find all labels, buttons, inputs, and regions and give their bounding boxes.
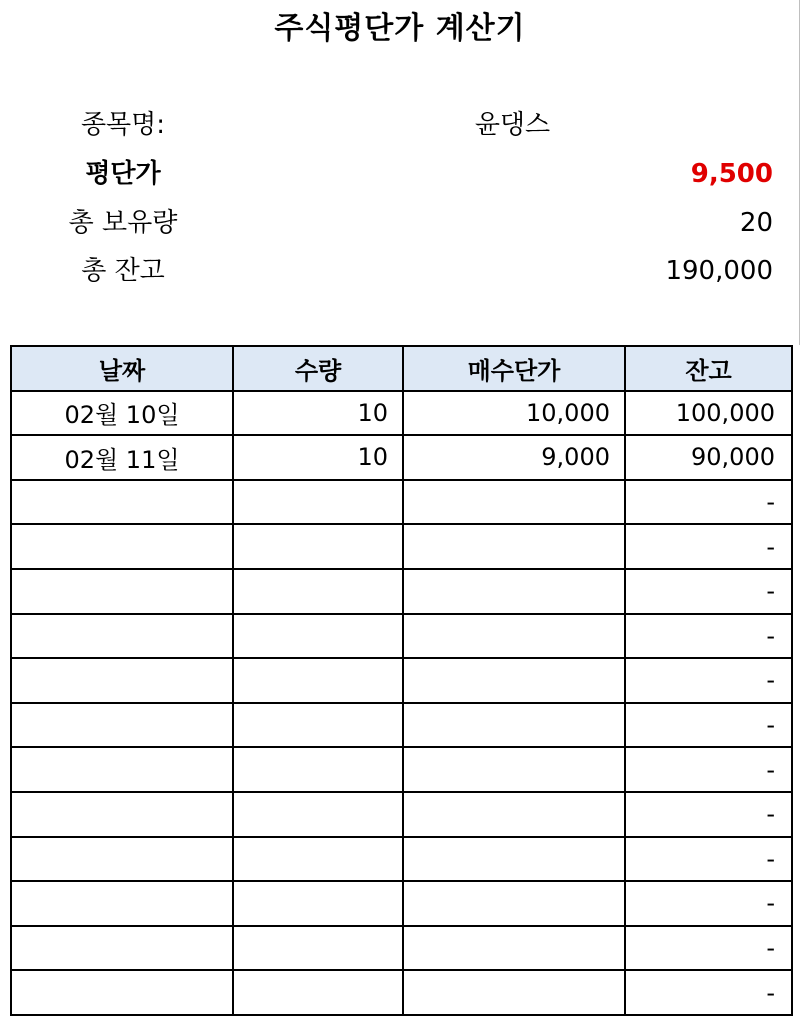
quantity-cell[interactable] (233, 926, 403, 971)
table-row (11, 524, 792, 569)
total-quantity-value: 20 (739, 208, 773, 238)
table-header-row (11, 346, 792, 391)
table-body (11, 391, 792, 1015)
balance-cell[interactable]: 90,000 (625, 435, 792, 480)
date-cell[interactable] (11, 970, 233, 1015)
column-header-balance: 잔고 (625, 346, 792, 391)
total-balance-value: 190,000 (665, 256, 773, 286)
table-row (11, 703, 792, 748)
average-price-label: 평단가 (85, 159, 161, 189)
date-cell[interactable] (11, 792, 233, 837)
quantity-cell[interactable] (233, 747, 403, 792)
quantity-cell[interactable] (233, 480, 403, 525)
price-cell[interactable] (403, 614, 625, 659)
price-cell[interactable] (403, 703, 625, 748)
date-cell[interactable] (11, 747, 233, 792)
date-cell[interactable] (11, 480, 233, 525)
date-cell[interactable] (11, 703, 233, 748)
quantity-cell[interactable] (233, 792, 403, 837)
balance-cell[interactable]: - (625, 747, 792, 792)
balance-cell[interactable]: - (625, 881, 792, 926)
quantity-cell[interactable] (233, 614, 403, 659)
quantity-cell[interactable] (233, 881, 403, 926)
table-row (11, 837, 792, 882)
date-cell[interactable] (11, 926, 233, 971)
price-cell[interactable] (403, 569, 625, 614)
column-header-price: 매수단가 (403, 346, 625, 391)
price-cell[interactable]: 10,000 (403, 391, 625, 436)
column-header-quantity: 수량 (233, 346, 403, 391)
table-row (11, 747, 792, 792)
date-cell[interactable] (11, 881, 233, 926)
date-cell[interactable] (11, 524, 233, 569)
table-row (11, 614, 792, 659)
date-cell[interactable] (11, 614, 233, 659)
price-cell[interactable] (403, 747, 625, 792)
table-row (11, 926, 792, 971)
balance-cell[interactable]: 100,000 (625, 391, 792, 436)
price-cell[interactable] (403, 970, 625, 1015)
quantity-cell[interactable]: 10 (233, 435, 403, 480)
price-cell[interactable] (403, 524, 625, 569)
quantity-cell[interactable] (233, 524, 403, 569)
date-cell[interactable] (11, 569, 233, 614)
stock-name-label: 종목명: (80, 110, 166, 140)
balance-cell[interactable]: - (625, 524, 792, 569)
balance-cell[interactable]: - (625, 970, 792, 1015)
purchase-table (10, 345, 793, 1016)
table-row (11, 391, 792, 436)
price-cell[interactable]: 9,000 (403, 435, 625, 480)
page-title: 주식평단가 계산기 (274, 11, 526, 46)
balance-cell[interactable]: - (625, 569, 792, 614)
table-row (11, 435, 792, 480)
quantity-cell[interactable] (233, 970, 403, 1015)
average-price-value: 9,500 (690, 159, 773, 189)
date-cell[interactable]: 02월 10일 (11, 391, 233, 436)
price-cell[interactable] (403, 837, 625, 882)
price-cell[interactable] (403, 881, 625, 926)
column-header-date: 날짜 (11, 346, 233, 391)
price-cell[interactable] (403, 792, 625, 837)
total-quantity-label: 총 보유량 (68, 208, 178, 238)
date-cell[interactable]: 02월 11일 (11, 435, 233, 480)
quantity-cell[interactable] (233, 837, 403, 882)
table-row (11, 970, 792, 1015)
quantity-cell[interactable]: 10 (233, 391, 403, 436)
table-row (11, 569, 792, 614)
date-cell[interactable] (11, 658, 233, 703)
balance-cell[interactable]: - (625, 837, 792, 882)
price-cell[interactable] (403, 480, 625, 525)
balance-cell[interactable]: - (625, 614, 792, 659)
price-cell[interactable] (403, 658, 625, 703)
table-row (11, 658, 792, 703)
table-row (11, 480, 792, 525)
stock-name-value[interactable]: 윤댕스 (474, 110, 551, 140)
balance-cell[interactable]: - (625, 703, 792, 748)
table-row (11, 881, 792, 926)
balance-cell[interactable]: - (625, 658, 792, 703)
balance-cell[interactable]: - (625, 480, 792, 525)
total-balance-label: 총 잔고 (81, 256, 165, 286)
balance-cell[interactable]: - (625, 792, 792, 837)
date-cell[interactable] (11, 837, 233, 882)
quantity-cell[interactable] (233, 658, 403, 703)
quantity-cell[interactable] (233, 569, 403, 614)
quantity-cell[interactable] (233, 703, 403, 748)
table-row (11, 792, 792, 837)
balance-cell[interactable]: - (625, 926, 792, 971)
price-cell[interactable] (403, 926, 625, 971)
